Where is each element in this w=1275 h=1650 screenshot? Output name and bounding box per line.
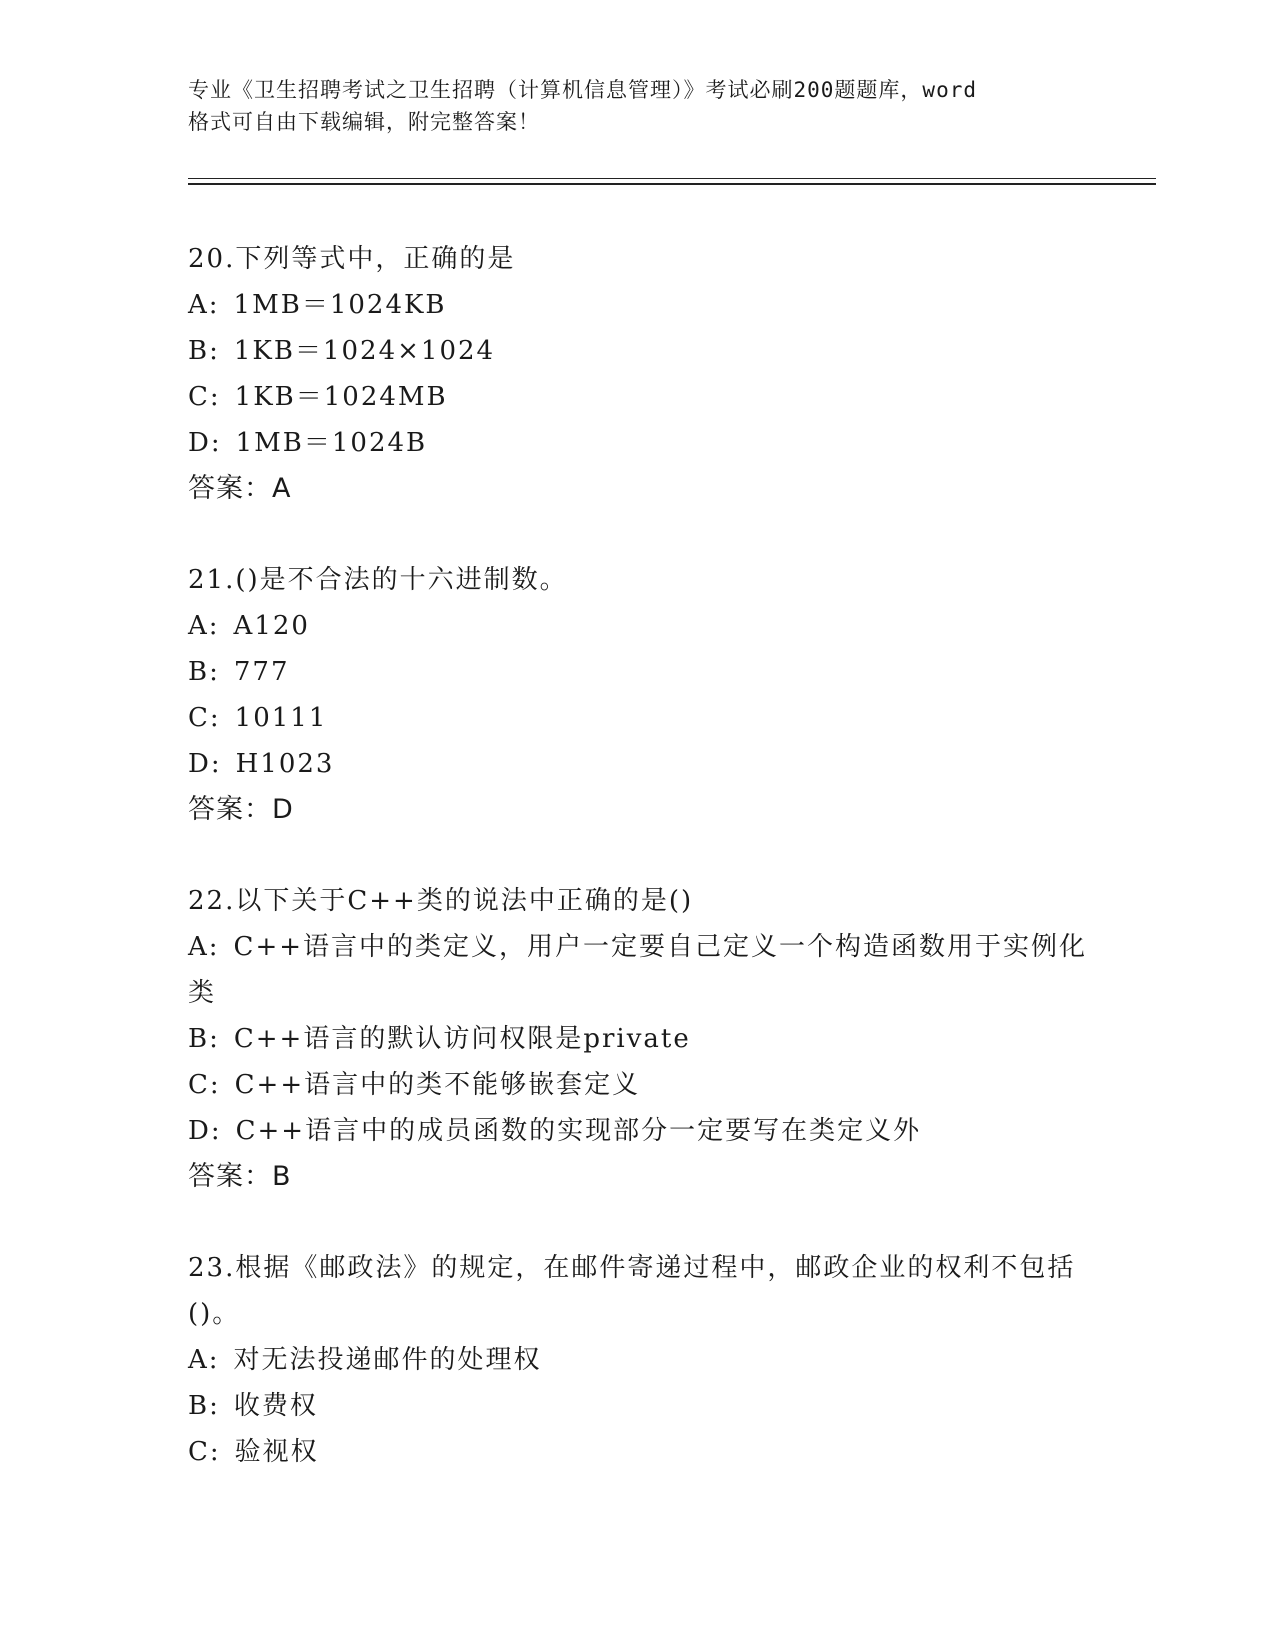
option-text: 对无法投递邮件的处理权 (233, 1345, 542, 1375)
question-item (188, 236, 1088, 512)
option-key: A: (188, 290, 220, 320)
option-item (188, 603, 1088, 649)
header-divider-thin (188, 178, 1156, 179)
option-text: C++语言中的成员函数的实现部分一定要写在类定义外 (235, 1116, 922, 1146)
option-text: H1023 (235, 749, 335, 779)
option-item (188, 1108, 1088, 1154)
header-line-1: 专业《卫生招聘考试之卫生招聘（计算机信息管理）》考试必刷200题题库，word (188, 78, 977, 102)
option-key: C: (188, 382, 221, 412)
option-key: B: (188, 1024, 220, 1054)
option-key: C: (188, 1070, 221, 1100)
option-key: C: (188, 1437, 221, 1467)
option-text: 验视权 (234, 1437, 319, 1467)
option-item (188, 1383, 1088, 1429)
option-item (188, 1337, 1088, 1383)
question-stem: 22.以下关于C++类的说法中正确的是() (188, 886, 694, 916)
question-item (188, 1245, 1088, 1475)
option-text: 收费权 (233, 1391, 318, 1421)
option-item (188, 1016, 1088, 1062)
option-text: C++语言中的类不能够嵌套定义 (234, 1070, 641, 1100)
question-item (188, 557, 1088, 833)
option-item (188, 328, 1088, 374)
option-item (188, 924, 1088, 1016)
option-key: B: (188, 336, 220, 366)
question-item (188, 878, 1088, 1200)
option-text: 1KB＝1024MB (234, 382, 448, 412)
question-stem: 23.根据《邮政法》的规定，在邮件寄递过程中，邮政企业的权利不包括()。 (188, 1253, 1076, 1329)
page-header (188, 74, 1088, 138)
option-key: B: (188, 1391, 220, 1421)
option-key: A: (188, 611, 220, 641)
option-key: C: (188, 703, 221, 733)
option-text: 1MB＝1024KB (233, 290, 447, 320)
option-item (188, 1062, 1088, 1108)
option-key: D: (188, 1116, 222, 1146)
option-item (188, 282, 1088, 328)
answer-line: 答案：A (188, 473, 292, 504)
option-key: D: (188, 428, 222, 458)
answer-line: 答案：B (188, 1161, 292, 1192)
option-text: 1MB＝1024B (235, 428, 428, 458)
option-item (188, 1429, 1088, 1475)
option-key: D: (188, 749, 222, 779)
option-text: 777 (233, 657, 290, 687)
header-divider-thick (188, 183, 1156, 185)
option-key: A: (188, 1345, 220, 1375)
question-stem: 21.()是不合法的十六进制数。 (188, 565, 568, 595)
option-text: 10111 (234, 703, 328, 733)
option-key: A: (188, 932, 220, 962)
option-item (188, 741, 1088, 787)
option-item (188, 374, 1088, 420)
answer-line: 答案：D (188, 794, 294, 825)
question-list (188, 236, 1088, 1520)
header-line-2: 格式可自由下载编辑，附完整答案！ (188, 110, 540, 134)
question-stem: 20.下列等式中，正确的是 (188, 244, 516, 274)
option-item (188, 695, 1088, 741)
option-text: A120 (233, 611, 310, 641)
option-text: C++语言的默认访问权限是private (233, 1024, 691, 1054)
option-key: B: (188, 657, 220, 687)
option-text: 1KB＝1024×1024 (233, 336, 496, 366)
option-item (188, 649, 1088, 695)
option-item (188, 420, 1088, 466)
option-text: C++语言中的类定义，用户一定要自己定义一个构造函数用于实例化类 (188, 932, 1088, 1008)
